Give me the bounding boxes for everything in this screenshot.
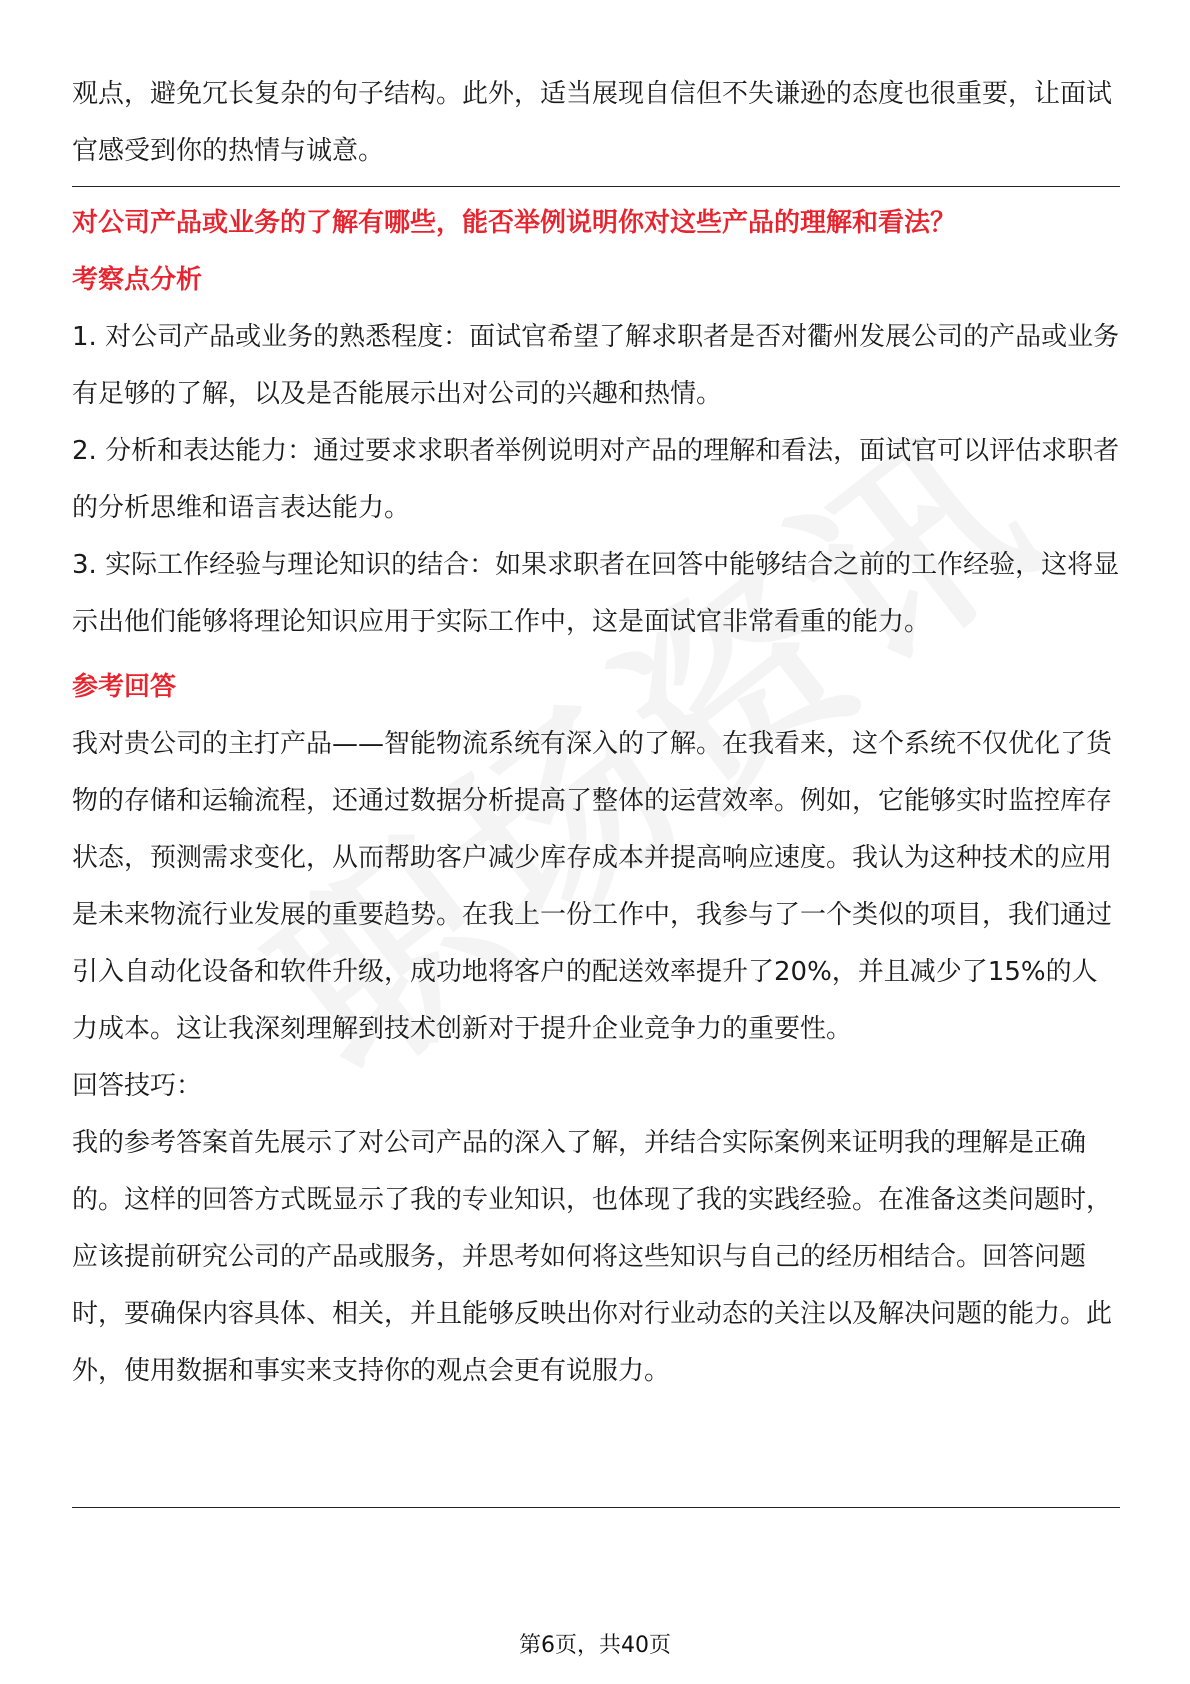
question-section xyxy=(72,195,1120,1400)
analysis-heading: 考察点分析 xyxy=(72,265,203,295)
bottom-divider xyxy=(72,1507,1120,1508)
analysis-point-3: 3. 实际工作经验与理论知识的结合：如果求职者在回答中能够结合之前的工作经验，这将显示出他们能够将理论知识应用于实际工作中，这是面试官非常看重的能力。 xyxy=(72,550,1120,637)
top-divider xyxy=(72,186,1120,187)
answer-body: 我对贵公司的主打产品——智能物流系统有深入的了解。在我看来，这个系统不仅优化了货物的存储和运输流程，还通过数据分析提高了整体的运营效率。例如，它能够实时监控库存状态，预测需求变化，从而帮助客户减少库存成本并提高响应速度。我认为这种技术的应用是未来物流行业发展的重要趋势。在我上一份工作中，我参与了一个类似的项目，我们通过引入自动化设备和软件升级，成功地将客户的配送效率提升了20%，并且减少了15%的人力成本。这让我深刻理解到技术创新对于提升企业竞争力的重要性。 xyxy=(72,729,1113,1044)
intro-paragraph: 观点，避免冗长复杂的句子结构。此外，适当展现自信但不失谦逊的态度也很重要，让面试官感受到你的热情与诚意。 xyxy=(72,79,1113,166)
tips-body: 我的参考答案首先展示了对公司产品的深入了解，并结合实际案例来证明我的理解是正确的。这样的回答方式既显示了我的专业知识，也体现了我的实践经验。在准备这类问题时，应该提前研究公司的产品或服务，并思考如何将这些知识与自己的经历相结合。回答问题时，要确保内容具体、相关，并且能够反映出你对行业动态的关注以及解决问题的能力。此外，使用数据和事实来支持你的观点会更有说服力。 xyxy=(72,1128,1113,1386)
page-number: 第6页，共40页 xyxy=(519,1633,671,1658)
question-heading: 对公司产品或业务的了解有哪些，能否举例说明你对这些产品的理解和看法？ xyxy=(72,208,957,238)
answer-heading: 参考回答 xyxy=(72,672,177,702)
tips-label: 回答技巧： xyxy=(72,1071,203,1101)
analysis-point-1: 1. 对公司产品或业务的熟悉程度：面试官希望了解求职者是否对衢州发展公司的产品或业务有足够的了解，以及是否能展示出对公司的兴趣和热情。 xyxy=(72,322,1120,409)
analysis-point-2: 2. 分析和表达能力：通过要求求职者举例说明对产品的理解和看法，面试官可以评估求职者的分析思维和语言表达能力。 xyxy=(72,436,1120,523)
content xyxy=(72,66,1120,180)
